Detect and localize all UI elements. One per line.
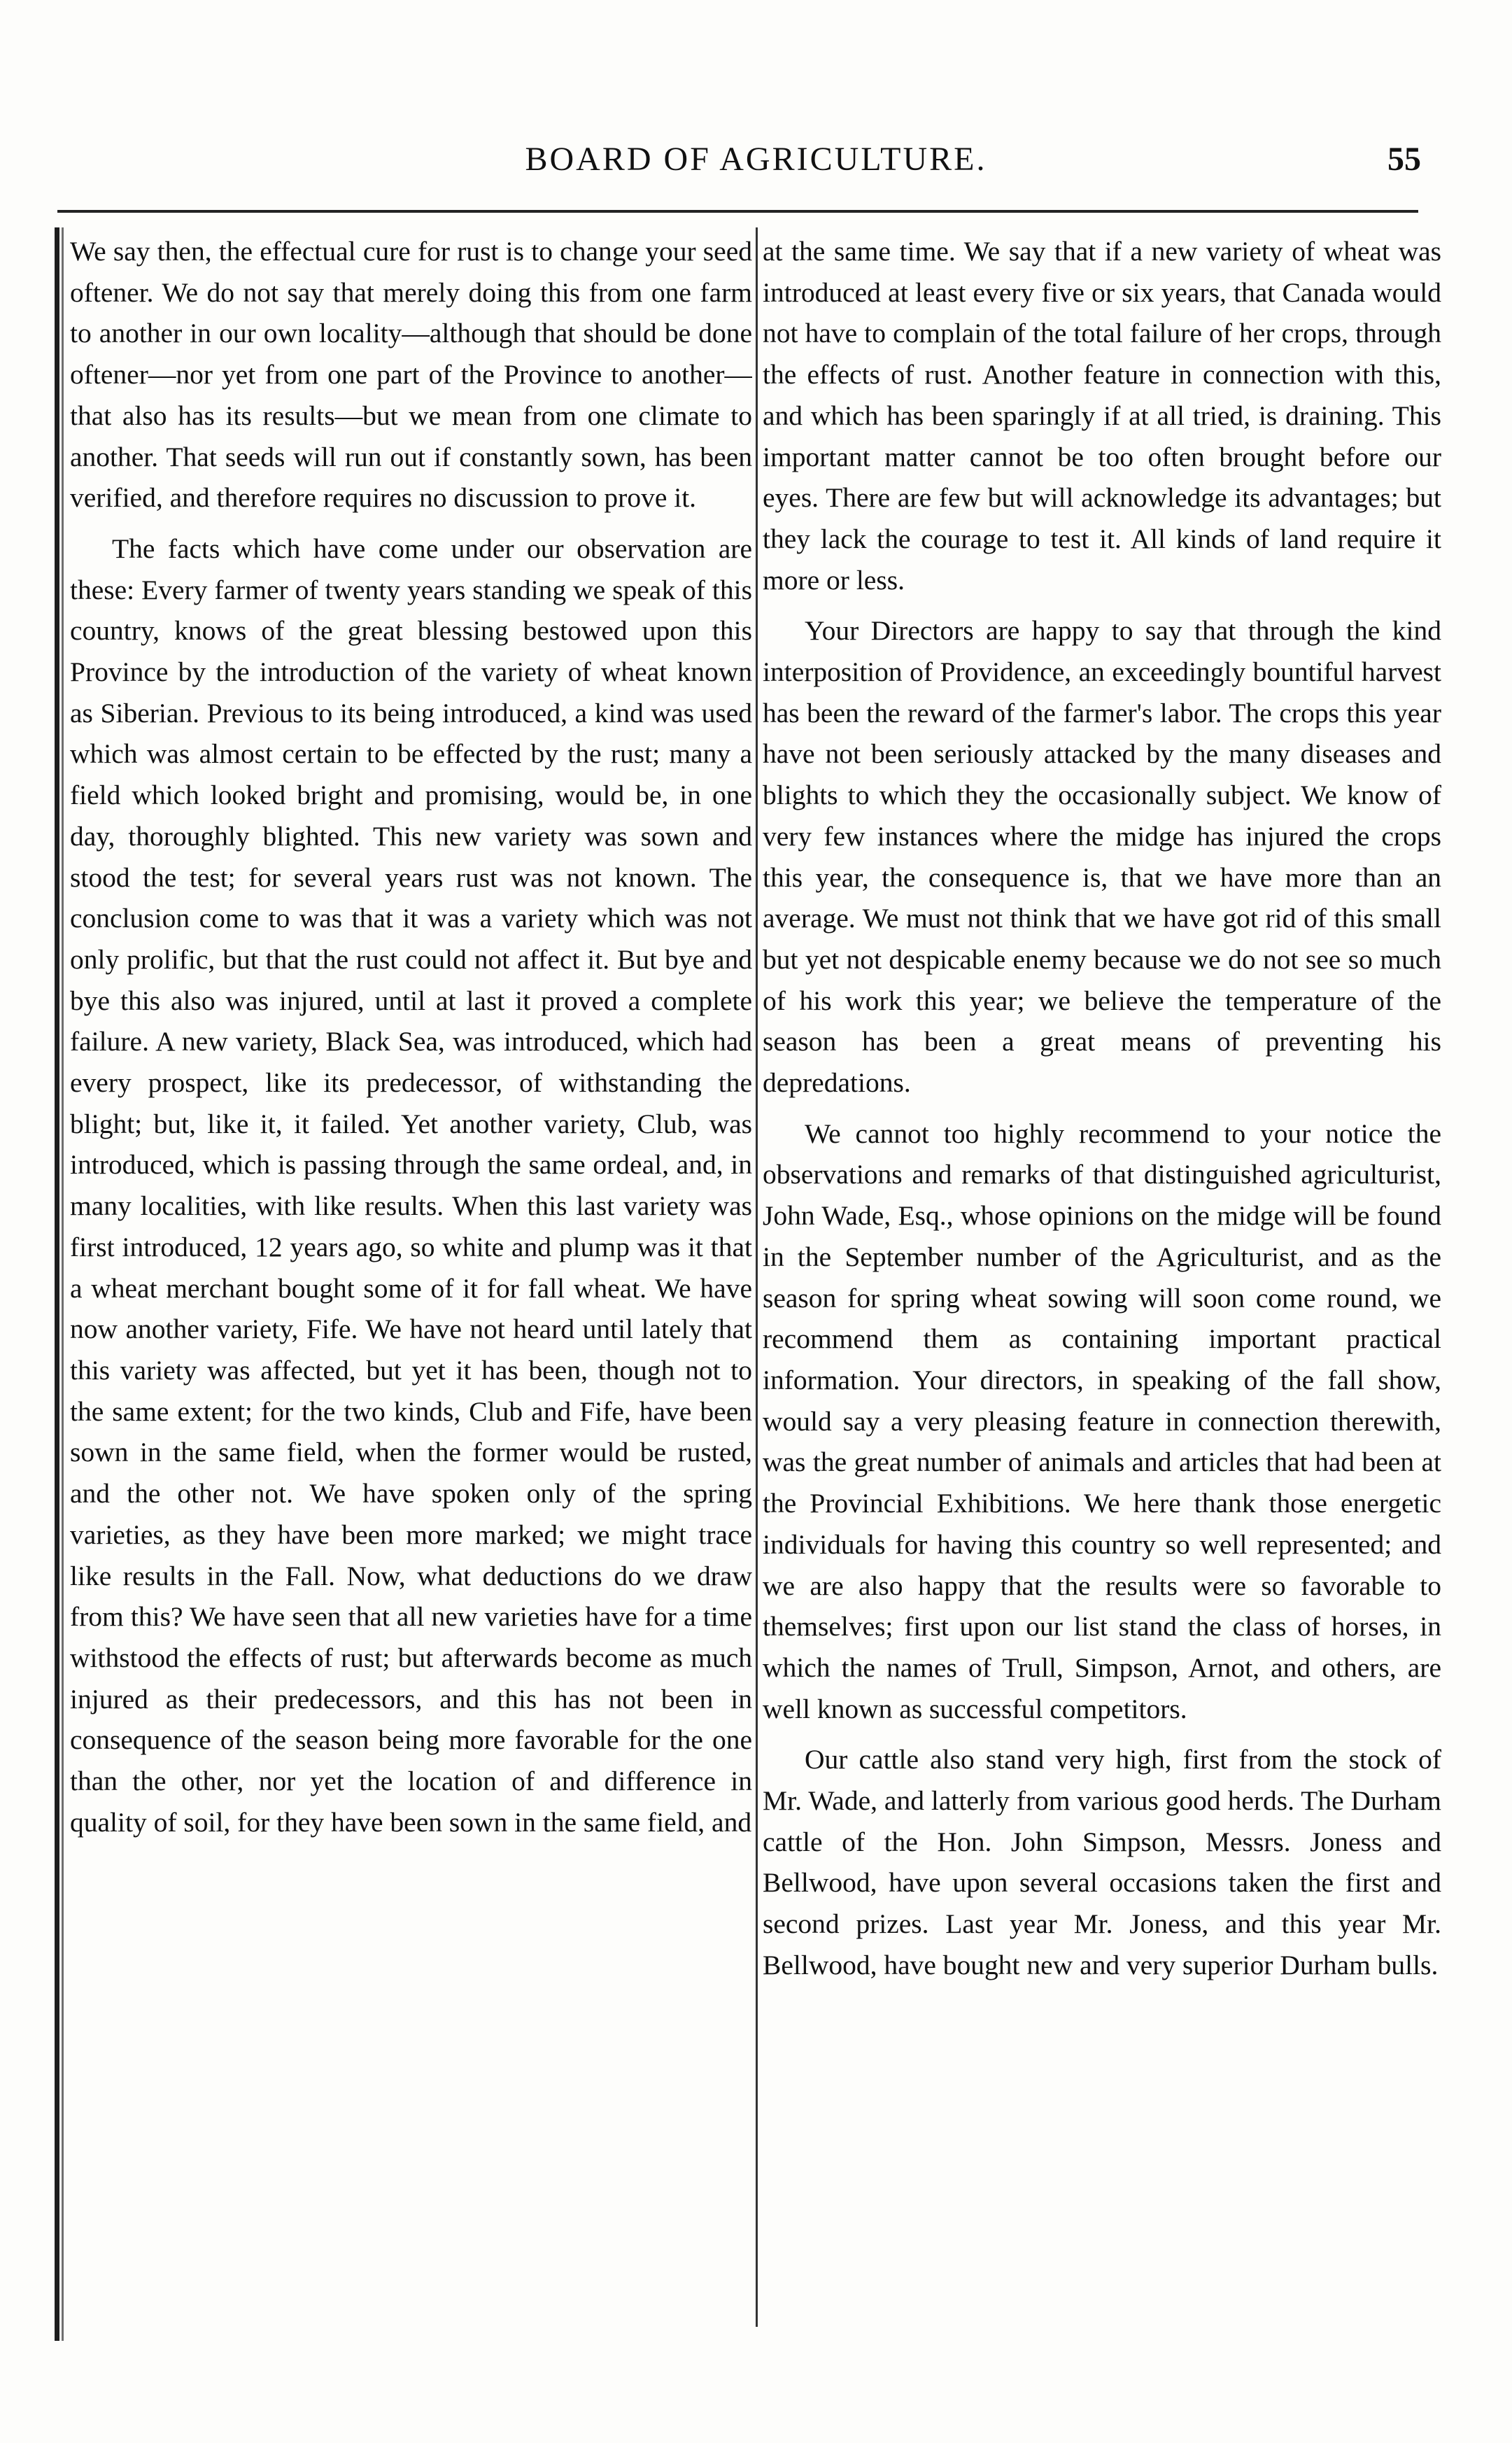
paragraph: The facts which have come under our observation are these: Every farmer of twenty years standing we speak of this country, knows of the great blessing bestowed upon this Province by the introduction of the variety of wheat known as Siberian. Previous to its being introduced, a kind was used which was almost certain to be effected by the rust; many a field which looked bright and promising, would be, in one day, thoroughly blighted. This new variety was sown and stood the test; for several years rust was not known. The conclusion come to was that it was a variety which was not only prolific, but that the rust could not affect it. But bye and bye this also was injured, until at last it proved a complete failure. A new variety, Black Sea, was introduced, which had every prospect, like its predecessor, of withstanding the blight; but, like it, it failed. Yet another variety, Club, was introduced, which is passing through the same ordeal, and, in many localities, with like results. When this last variety was first introduced, 12 years ago, so white and plump was it that a wheat merchant bought some of it for fall wheat. We have now another variety, Fife. We have not heard until lately that this variety was affected, but yet it has been, though not to the same extent; for the two kinds, Club and Fife, have been sown in the same field, when the former would be rusted, and the other not. We have spoken only of the spring varieties, as they have been more marked; we might trace like results in the Fall. Now, what deductions do we draw from this? We have seen that all new varieties have for a time withstood the effects of rust; but afterwards become as much injured as their predecessors, and this has not been in consequence of the season being more favorable for the one than the other, nor yet the location of and difference in quality of soil, for they have been sown in the same field, and [70,533,752,1838]
left-column [70,231,752,2330]
paragraph: We cannot too highly recommend to your notice the observations and remarks of that distinguished agriculturist, John Wade, Esq., whose opinions on the midge will be found in the September number of the Agriculturist, and as the season for spring wheat sowing will soon come round, we recommend them as containing important practical information. Your directors, in speaking of the fall show, would say a very pleasing feature in connection therewith, was the great number of animals and articles that had been at the Provincial Exhibitions. We here thank those energetic individuals for having this country so well represented; and we are also happy that the results were so favorable to themselves; first upon our list stand the class of horses, in which the names of Trull, Simpson, Arnot, and others, are well known as successful competitors. [763,1118,1441,1724]
right-column [763,231,1441,2330]
left-margin-rule [55,227,59,2341]
column-divider [756,227,758,2327]
left-margin-rule-shadow [62,227,64,2341]
page-number: 55 [1387,141,1421,178]
paragraph: Your Directors are happy to say that through the kind interposition of Providence, an exceedingly bountiful harvest has been the reward of the farmer's labor. The crops this year have not been seriously attacked by the many diseases and blights to which they the occasionally subject. We know of very few instances where the midge has injured the crops this year, the consequence is, that we have more than an average. We must not think that we have got rid of this small but yet not despicable enemy because we do not see so much of his work this year; we believe the temperature of the season has been a great means of preventing his depredations. [763,615,1441,1099]
paragraph: at the same time. We say that if a new variety of wheat was introduced at least every five or six years, that Canada would not have to complain of the total failure of her crops, through the effects of rust. Another feature in connection with this, and which has been sparingly if at all tried, is draining. This important matter cannot be too often brought before our eyes. There are few but will acknowledge its advantages; but they lack the courage to test it. All kinds of land require it more or less. [763,236,1441,596]
running-header [0,140,1512,182]
paragraph: Our cattle also stand very high, first from the stock of Mr. Wade, and latterly from various good herds. The Durham cattle of the Hon. John Simpson, Messrs. Joness and Bellwood, have upon several occasions taken the first and second prizes. Last year Mr. Joness, and this year Mr. Bellwood, have bought new and very superior Durham bulls. [763,1744,1441,1980]
paragraph: We say then, the effectual cure for rust is to change your seed oftener. We do not say that merely doing this from one farm to another in our own locality—although that should be done oftener—nor yet from one part of the Province to another—that also has its results—but we mean from one climate to another. That seeds will run out if constantly sown, has been verified, and therefore requires no discussion to prove it. [70,236,752,514]
running-title: BOARD OF AGRICULTURE. [525,141,987,178]
header-rule [57,210,1418,213]
